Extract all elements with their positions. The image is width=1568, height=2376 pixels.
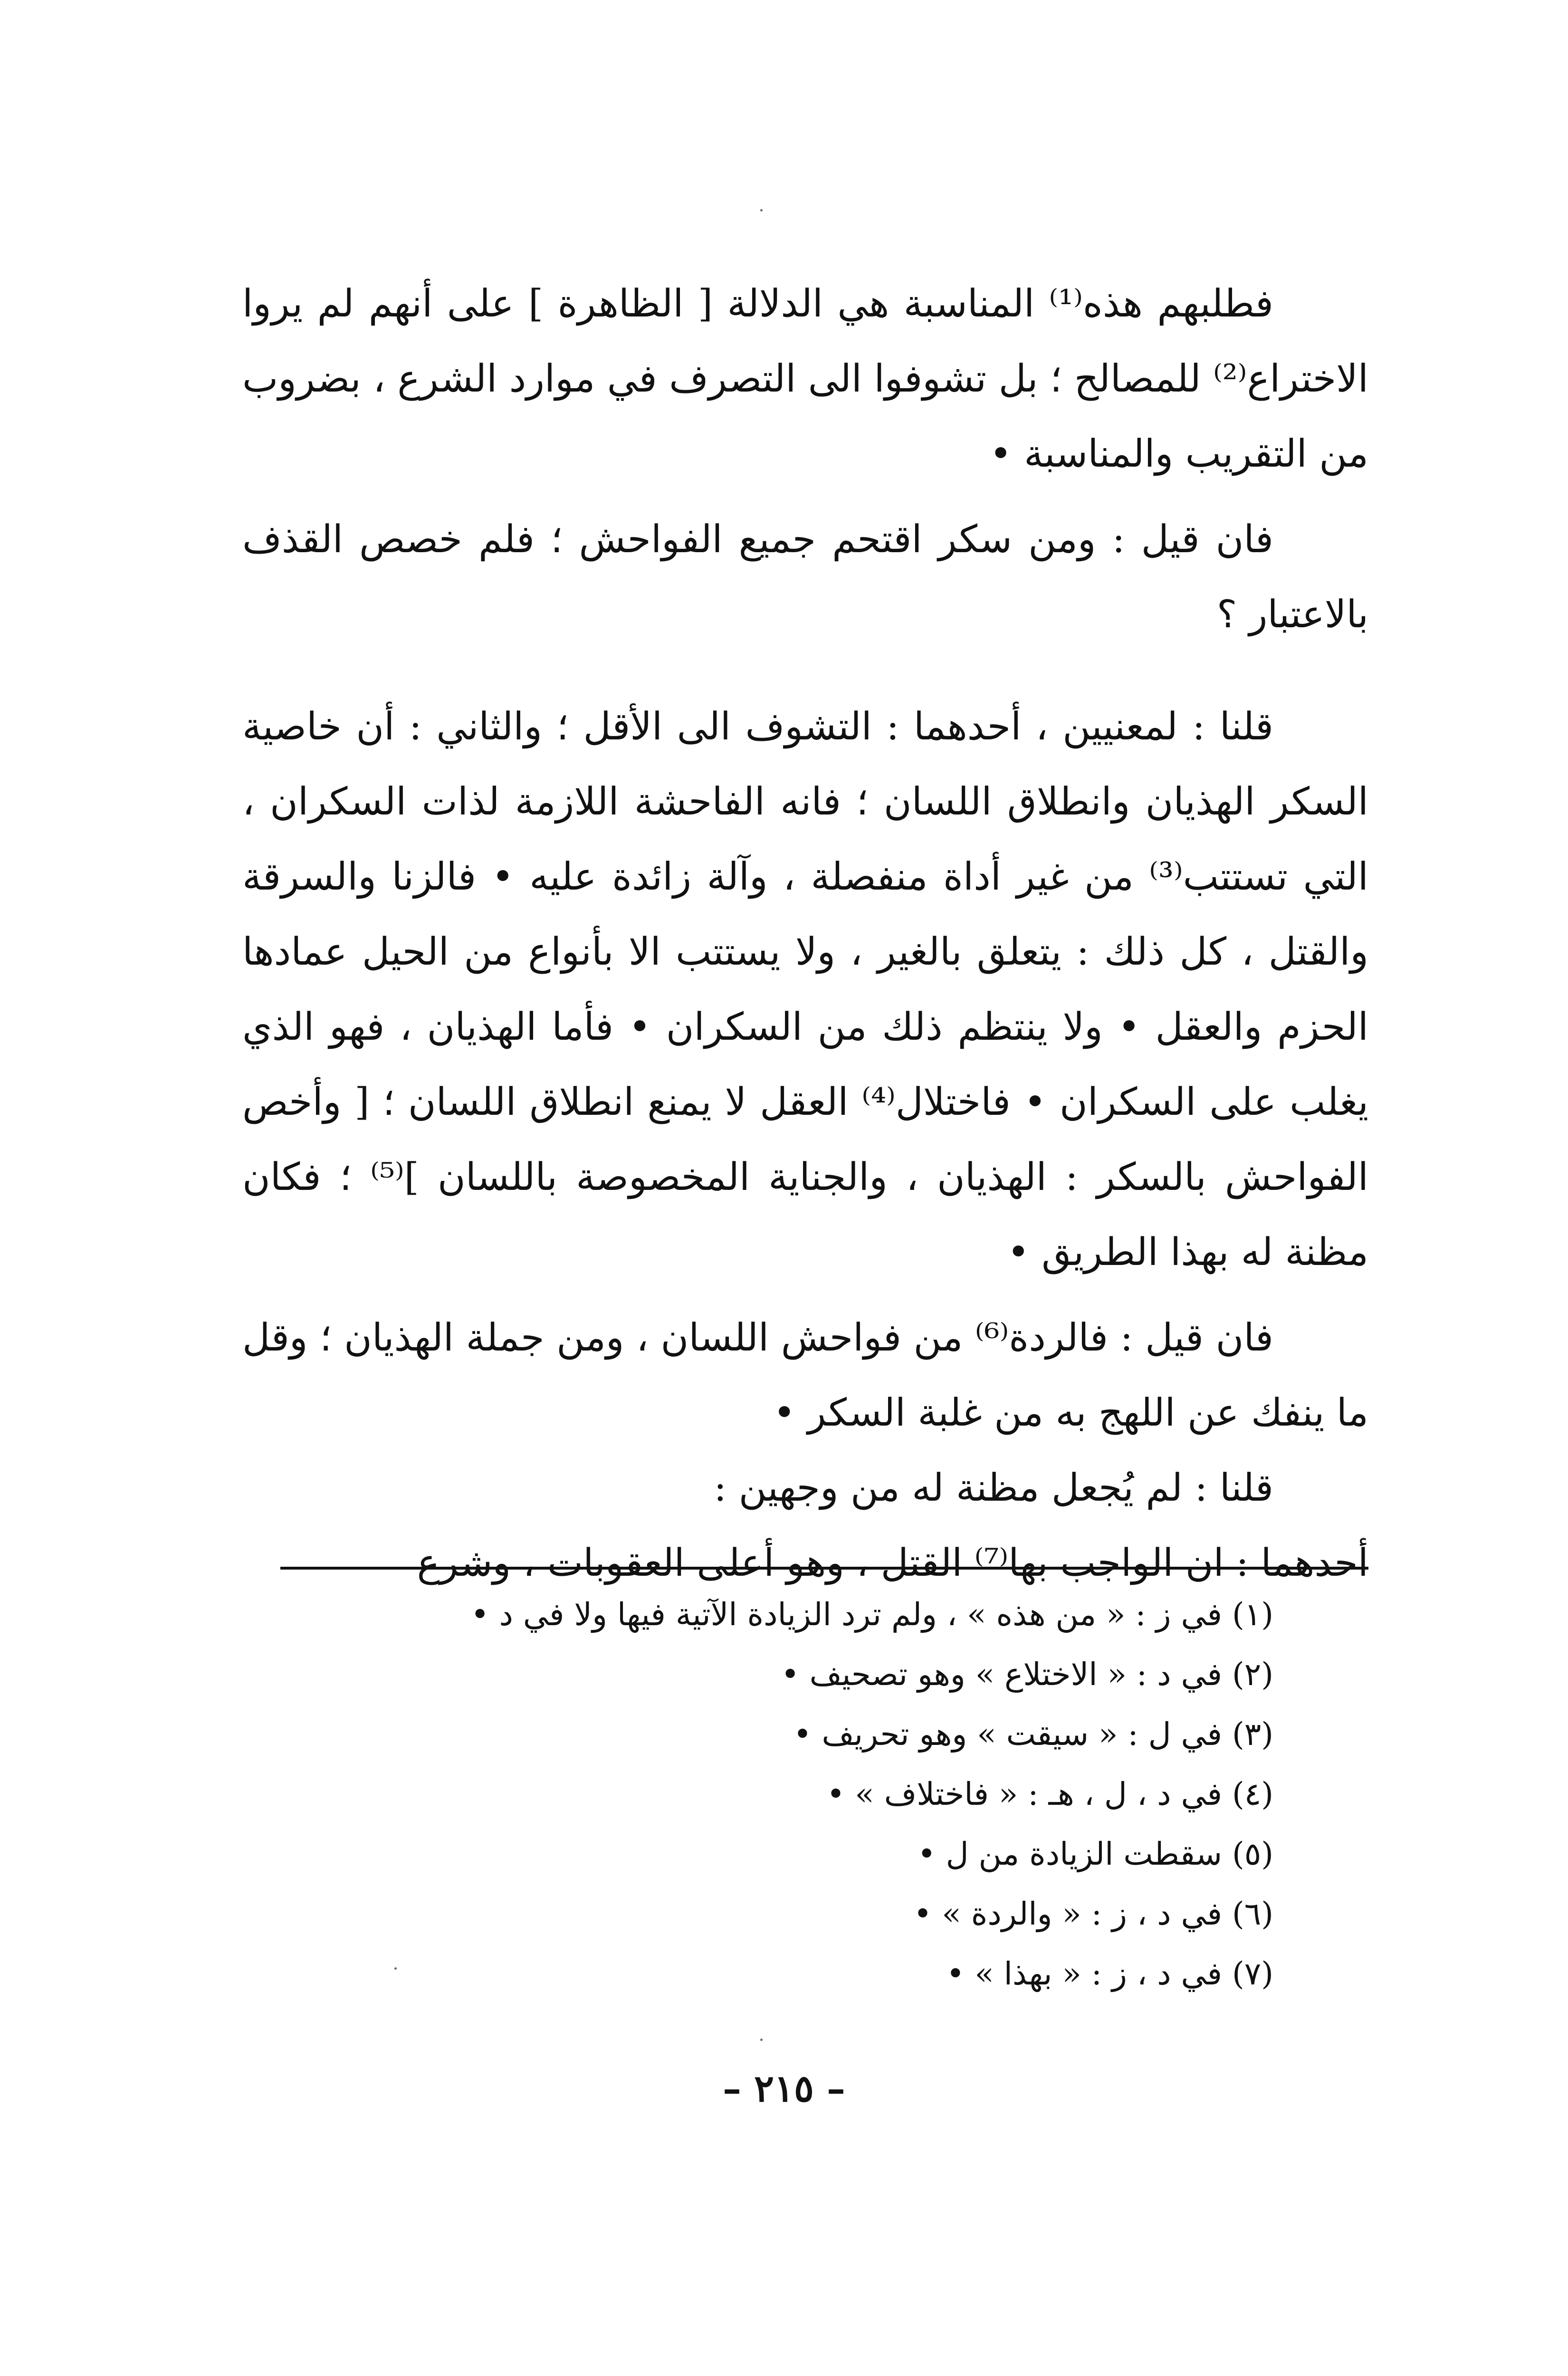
paragraph-2: فان قيل : ومن سكر اقتحم جميع الفواحش ؛ فلم خصص القذف بالاعتبار ؟	[242, 517, 1368, 636]
footnote-2: (٢) في د : « الاختلاع » وهو تصحيف •	[781, 1656, 1273, 1693]
scan-speck	[760, 2039, 763, 2041]
page-number: – ٢١٥ –	[723, 2067, 845, 2110]
paragraph-4: فان قيل : فالردة⁽⁶⁾ من فواحش اللسان ، ومن جملة الهذيان ؛ وقل ما ينفك عن اللهج به من غلبة السكر •	[242, 1315, 1368, 1435]
paragraph-5: قلنا : لم يُجعل مظنة له من وجهين :	[714, 1466, 1273, 1510]
main-text	[242, 266, 1368, 1600]
paragraph-3: قلنا : لمعنيين ، أحدهما : التشوف الى الأقل ؛ والثاني : أن خاصية السكر الهذيان وانطلاق اللسان ؛ فانه الفاحشة اللازمة لذات السكران ، التي تستتب⁽³⁾ من غير أداة منفصلة ، وآلة زائدة عليه • فالزنا والسرقة والقتل ، كل ذلك : يتعلق بالغير ، ولا يستتب الا بأنواع من الحيل عمادها الحزم والعقل • ولا ينتظم ذلك من السكران • فأما الهذيان ، فهو الذي يغلب على السكران • فاختلال⁽⁴⁾ العقل لا يمنع انطلاق اللسان ؛ [ وأخص الفواحش بالسكر : الهذيان ، والجناية المخصوصة باللسان ]⁽⁵⁾ ؛ فكان مظنة له بهذا الطريق •	[242, 704, 1369, 1274]
footnote-3: (٣) في ل : « سيقت » وهو تحريف •	[793, 1716, 1273, 1753]
footnote-6: (٦) في د ، ز : « والردة » •	[913, 1896, 1273, 1932]
footnote-5: (٥) سقطت الزيادة من ل •	[917, 1836, 1273, 1872]
footnote-7: (٧) في د ، ز : « بهذا » •	[946, 1955, 1273, 1992]
footnotes-list	[276, 1585, 1273, 2004]
paragraph-6: أحدهما : ان الواجب بها⁽⁷⁾ القتل ، وهو أعلى العقوبات ، وشرع	[417, 1541, 1368, 1585]
scan-speck	[394, 1967, 397, 1970]
footnote-1: (١) في ز : « من هذه » ، ولم ترد الزيادة الآتية فيها ولا في د •	[470, 1596, 1273, 1633]
paragraph-1: فطلبهم هذه⁽¹⁾ المناسبة هي الدلالة [ الظاهرة ] على أنهم لم يروا الاختراع⁽²⁾ للمصالح ؛ بل تشوفوا الى التصرف في موارد الشرع ، بضروب من التقريب والمناسبة •	[242, 281, 1368, 476]
scan-speck	[760, 209, 763, 211]
footnote-4: (٤) في د ، ل ، هـ : « فاختلاف » •	[826, 1776, 1273, 1812]
footnote-divider	[280, 1567, 1368, 1570]
